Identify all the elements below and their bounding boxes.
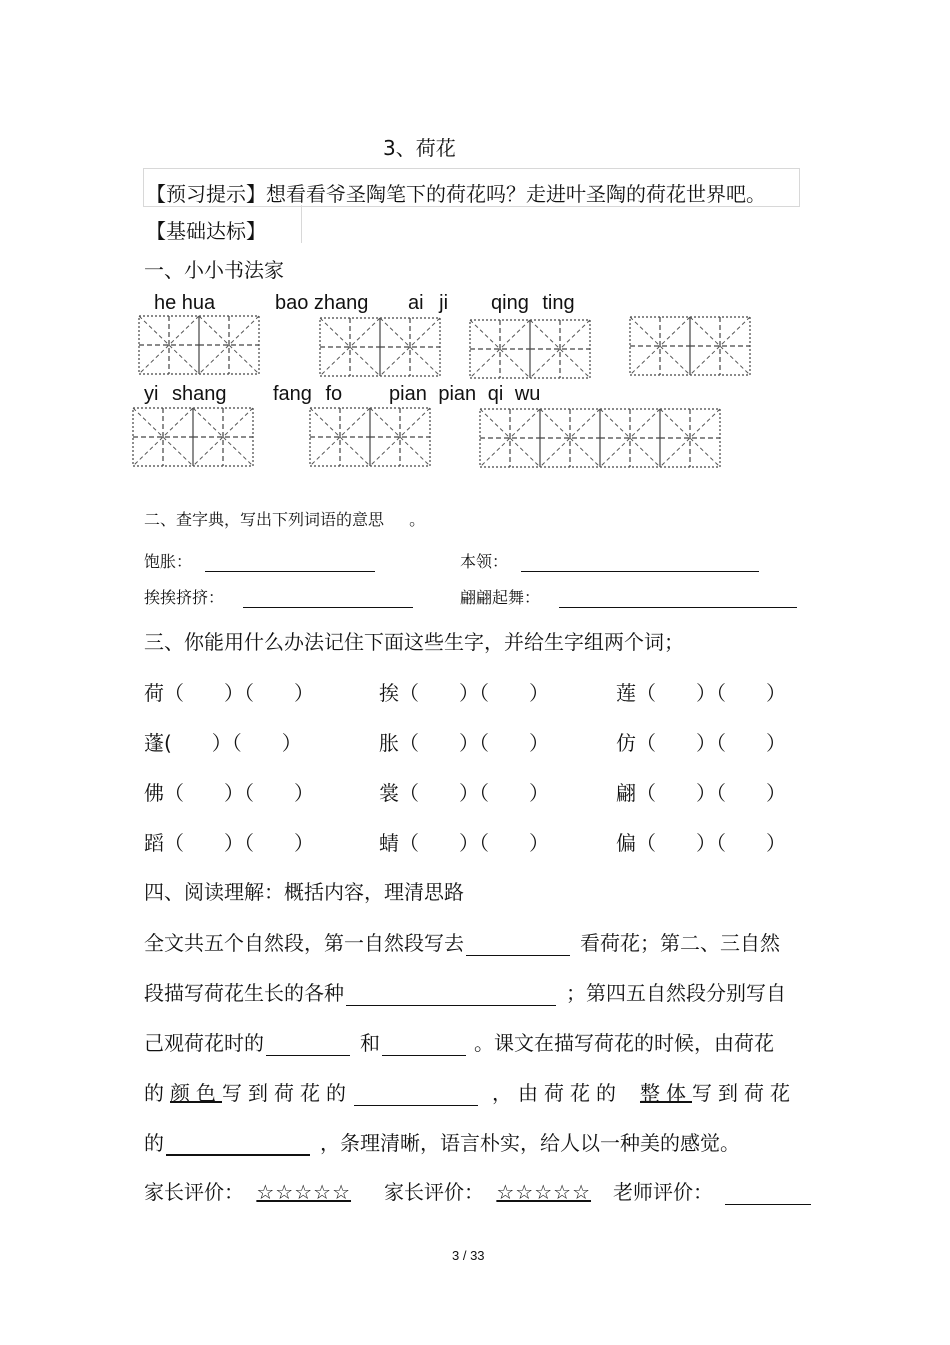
char-item[interactable]: 裳（ ）（ ） — [379, 781, 549, 805]
reading-line-4 — [144, 1077, 796, 1106]
grid-fang-fo — [310, 408, 430, 466]
section3-heading: 三、你能用什么办法记住下面这些生字，并给生字组两个词； — [144, 630, 684, 654]
char-item[interactable]: 蜻（ ）（ ） — [379, 831, 549, 855]
underlined-word: 颜色 — [170, 1081, 222, 1105]
pinyin-yi-shang: yi shang — [144, 383, 227, 405]
answer-line[interactable] — [521, 553, 759, 572]
page-number: 3 / 33 — [452, 1248, 485, 1263]
answer-line[interactable] — [166, 1136, 310, 1156]
text: ；第四五自然段分别写自 — [566, 981, 786, 1005]
char-item[interactable]: 荷（ ）（ ） — [144, 681, 314, 705]
char-item[interactable]: 挨（ ）（ ） — [379, 681, 549, 705]
answer-line[interactable] — [354, 1087, 478, 1106]
grid-bao-zhang — [320, 318, 440, 376]
text: 段描写荷花生长的各种 — [144, 981, 344, 1005]
page-title: 3、荷花 — [383, 136, 456, 160]
text: 。课文在描写荷花的时候，由荷花 — [474, 1031, 774, 1055]
text: 的 — [144, 1081, 170, 1105]
word-item-benling — [460, 549, 759, 572]
evaluation-row — [384, 1176, 591, 1205]
text: 己观荷花时的 — [144, 1031, 264, 1055]
char-item[interactable]: 蹈（ ）（ ） — [144, 831, 314, 855]
pinyin-qing-ting: qing ting — [491, 292, 575, 314]
char-item[interactable]: 胀（ ）（ ） — [379, 731, 549, 755]
answer-line[interactable] — [466, 937, 570, 956]
evaluation-row — [613, 1176, 811, 1205]
section1-heading: 一、小小书法家 — [144, 258, 284, 282]
text: 全文共五个自然段，第一自然段写去 — [144, 931, 464, 955]
char-item[interactable]: 蓬( ）（ ） — [144, 731, 302, 755]
word-item-baozhang — [144, 549, 375, 572]
pinyin-fang-fo: fang fo — [273, 383, 343, 405]
pinyin-bao-zhang: bao zhang — [275, 292, 369, 314]
text: 的 — [144, 1131, 164, 1155]
answer-line[interactable] — [725, 1186, 811, 1205]
reading-line-1 — [144, 927, 780, 956]
grid-ai-ji — [470, 320, 590, 378]
section2-heading: 二、查字典，写出下列词语的意思 。 — [144, 510, 426, 529]
word-label: 本领： — [460, 552, 509, 571]
answer-line[interactable] — [559, 589, 797, 608]
pinyin-he-hua: he hua — [154, 292, 216, 314]
answer-line[interactable] — [382, 1037, 466, 1056]
char-item[interactable]: 莲（ ）（ ） — [616, 681, 786, 705]
reading-line-5 — [144, 1127, 740, 1156]
text: 写到荷花的 — [222, 1081, 352, 1105]
pinyin-ai-ji: ai ji — [408, 292, 449, 314]
grid-yi-shang — [133, 408, 253, 466]
grid-he-hua — [139, 316, 259, 374]
char-item[interactable]: 偏（ ）（ ） — [616, 831, 786, 855]
answer-line[interactable] — [346, 987, 556, 1006]
char-item[interactable]: 佛（ ）（ ） — [144, 781, 314, 805]
evaluation-row — [144, 1176, 351, 1205]
section4-heading: 四、阅读理解：概括内容，理清思路 — [144, 880, 464, 904]
word-label: 翩翩起舞： — [460, 588, 541, 607]
parent-eval-label: 家长评价： — [384, 1180, 484, 1204]
parent-eval-label: 家长评价： — [144, 1180, 244, 1204]
word-label: 饱胀： — [144, 552, 193, 571]
pinyin-pian-pian-qi-wu: pian pian qi wu — [389, 383, 541, 405]
text: 写到荷花 — [692, 1081, 796, 1105]
writing-grids — [0, 0, 950, 480]
word-item-aiaijiji — [144, 585, 413, 608]
text: ，条理清晰，语言朴实，给人以一种美的感觉。 — [320, 1131, 740, 1155]
grid-pian-pian-qi-wu — [480, 409, 720, 467]
word-label: 挨挨挤挤： — [144, 588, 225, 607]
char-item[interactable]: 翩（ ）（ ） — [616, 781, 786, 805]
basic-label: 【基础达标】 — [146, 219, 266, 243]
text: 和 — [360, 1031, 380, 1055]
reading-line-3 — [144, 1027, 774, 1056]
answer-line[interactable] — [243, 589, 413, 608]
star-rating[interactable]: ☆☆☆☆☆ — [256, 1180, 352, 1204]
grid-qing-ting — [630, 317, 750, 375]
text: ，由荷花的 — [492, 1081, 622, 1105]
reading-line-2 — [144, 977, 786, 1006]
text: 看荷花；第二、三自然 — [580, 931, 780, 955]
underlined-word: 整体 — [640, 1081, 692, 1105]
teacher-eval-label: 老师评价： — [613, 1180, 713, 1204]
answer-line[interactable] — [266, 1037, 350, 1056]
char-item[interactable]: 仿（ ）（ ） — [616, 731, 786, 755]
answer-line[interactable] — [205, 553, 375, 572]
preview-tip: 【预习提示】想看看爷圣陶笔下的荷花吗？走进叶圣陶的荷花世界吧。 — [146, 182, 766, 206]
star-rating[interactable]: ☆☆☆☆☆ — [496, 1180, 592, 1204]
word-item-pianpianqiwu — [460, 585, 797, 608]
